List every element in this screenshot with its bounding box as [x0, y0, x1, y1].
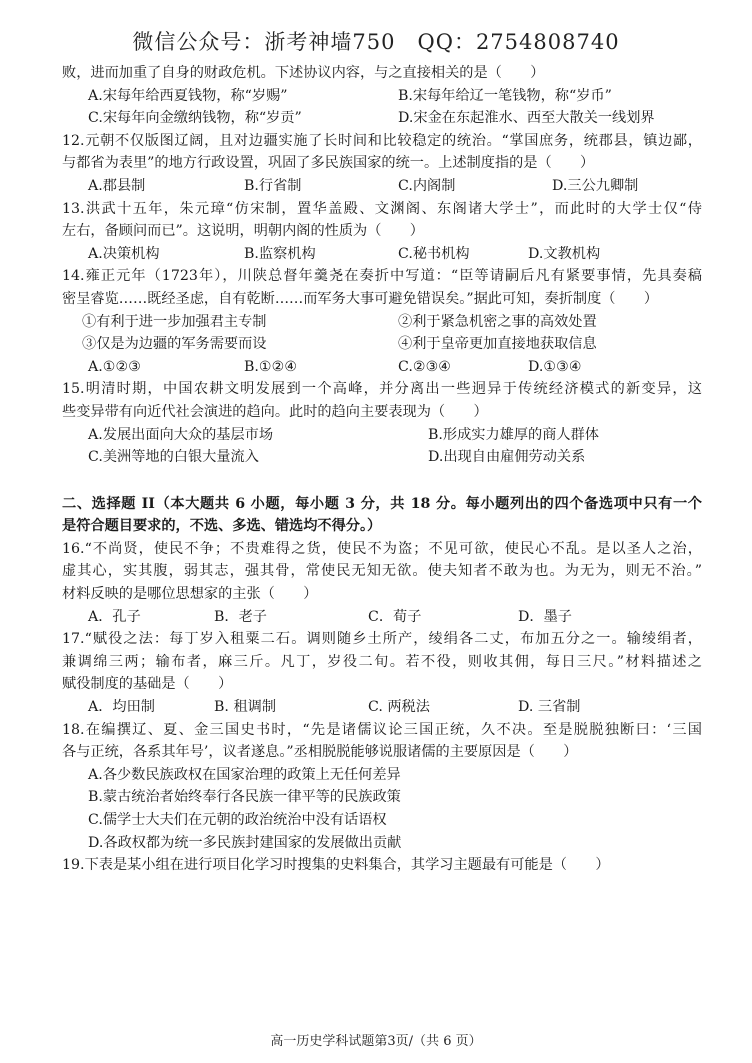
q11-option-a: A.宋每年给西夏钱物，称“岁赐”: [88, 87, 288, 104]
q17-stem-line2: 兼调绵三两；输布者，麻三斤。凡丁，岁役二旬。若不役，则收其佣，每日三尺。”材料描述之: [62, 653, 702, 670]
q17-option-a: A．均田制: [88, 699, 155, 716]
q17-option-b: B. 租调制: [214, 699, 277, 716]
q14-item-3: ③仅是为边疆的军务需要而设: [82, 336, 267, 353]
q13-stem-line2: 左右，备顾问而已”。这说明，明朝内阁的性质为（ ）: [62, 223, 424, 240]
q16-stem-line3: 材料反映的是哪位思想家的主张（ ）: [62, 586, 318, 603]
q15-options-row2: [62, 446, 702, 469]
q16-stem-line1: 16.“不尚贤，使民不争；不贵难得之货，使民不为盗；不见可欲，使民心不乱。是以圣人之治，: [62, 540, 702, 557]
q14-options: [62, 356, 702, 379]
q18-stem-line2: 各与正统，各系其年号’，议者遂息。”丞相脱脱能够说服诸儒的主要原因是（ ）: [62, 744, 578, 761]
header-wechat: 微信公众号：浙考神墙750: [132, 30, 396, 54]
q14-items-row1: [62, 311, 702, 334]
q14-option-c: C.②③④: [398, 358, 452, 375]
q13-stem-line1: 13.洪武十五年，朱元璋“仿宋制，置华盖殿、文渊阁、东阁诸大学士”，而此时的大学士仅“侍: [62, 200, 702, 217]
q16-option-d: D．墨子: [518, 608, 572, 625]
q14-stem-line2: 密呈睿览……既经圣虑，自有乾断……而军务大事可避免错误矣。”据此可知，奏折制度（ ）: [62, 290, 659, 307]
q13-option-c: C.秘书机构: [398, 245, 470, 262]
q12-option-c: C.内阁制: [398, 177, 456, 194]
q13-option-b: B.监察机构: [244, 245, 316, 262]
q14-item-2: ②利于紧急机密之事的高效处置: [398, 313, 597, 330]
q12-option-b: B.行省制: [244, 177, 302, 194]
q14-item-1: ①有利于进一步加强君主专制: [82, 313, 267, 330]
q16-options: [62, 606, 702, 629]
q11-options-row2: [62, 107, 702, 130]
q11-stem: 败，进而加重了自身的财政危机。下述协议内容，与之直接相关的是（ ）: [62, 65, 545, 81]
q12-option-a: A.郡县制: [88, 177, 146, 194]
q12-options: [62, 175, 702, 198]
q16-option-b: B．老子: [214, 608, 267, 625]
q17-stem-line3: 赋役制度的基础是（ ）: [62, 676, 233, 693]
q15-option-d: D.出现自由雇佣劳动关系: [428, 449, 586, 466]
q11-option-b: B.宋每年给辽一笔钱物，称“岁币”: [398, 87, 612, 104]
q15-option-b: B.形成实力雄厚的商人群体: [428, 426, 599, 443]
q14-item-4: ④利于皇帝更加直接地获取信息: [398, 336, 597, 353]
q15-option-c: C.美洲等地的白银大量流入: [88, 449, 259, 466]
q11-option-d: D.宋金在东起淮水、西至大散关一线划界: [398, 110, 655, 127]
q13-option-d: D.文教机构: [528, 245, 601, 262]
q16-stem-line2: 虚其心，实其腹，弱其志，强其骨，常使民无知无欲。使夫知者不敢为也。为无为，则无不治。”: [62, 563, 702, 580]
header-qq: QQ：2754808740: [417, 30, 620, 54]
q18-option-b: B.蒙古统治者始终奉行各民族一律平等的民族政策: [88, 789, 401, 806]
q13-option-a: A.决策机构: [88, 245, 160, 262]
q16-option-a: A．孔子: [88, 608, 141, 625]
q18-option-a: A.各少数民族政权在国家治理的政策上无任何差异: [88, 766, 401, 783]
q19-stem: 19.下表是某小组在进行项目化学习时搜集的史料集合，其学习主题最有可能是（ ）: [62, 857, 610, 874]
q17-options: [62, 696, 702, 719]
q13-options: [62, 243, 702, 266]
q18-option-c: C.儒学士大夫们在元朝的政治统治中没有话语权: [88, 812, 387, 828]
section2-heading-line2: 是符合题目要求的，不选、多选、错选均不得分。）: [62, 518, 382, 535]
page-footer: 高一历史学科试题第3页/（共 6 页）: [270, 1034, 482, 1049]
q12-option-d: D.三公九卿制: [552, 177, 639, 194]
q11-options-row1: [62, 85, 702, 108]
q12-stem-line2: 与都省为表里”的地方行政设置，巩固了多民族国家的统一。上述制度指的是（ ）: [62, 155, 595, 172]
exam-content: [62, 62, 702, 877]
q16-option-c: C．荀子: [368, 608, 422, 625]
q14-items-row2: [62, 333, 702, 356]
q15-stem-line2: 些变异带有向近代社会演进的趋向。此时的趋向主要表现为（ ）: [62, 403, 488, 420]
q14-option-a: A.①②③: [88, 358, 141, 375]
q14-stem-line1: 14.雍正元年（1723年），川陕总督年羹尧在奏折中写道：“臣等请嗣后凡有紧要事情，先具奏稿: [62, 268, 702, 285]
q17-option-d: D. 三省制: [518, 699, 581, 716]
page-header: [0, 26, 752, 56]
q11-option-c: C.宋每年向金缴纳钱物，称“岁贡”: [88, 110, 302, 127]
q15-stem-line1: 15.明清时期，中国农耕文明发展到一个高峰，并分离出一些迥异于传统经济模式的新变异，这: [62, 381, 702, 398]
q17-option-c: C. 两税法: [368, 699, 430, 716]
q18-option-d: D.各政权都为统一多民族封建国家的发展做出贡献: [88, 834, 402, 851]
q12-stem-line1: 12.元朝不仅版图辽阔，且对边疆实施了长时间和比较稳定的统治。“掌国庶务，统郡县，镇边鄙，: [62, 132, 702, 149]
q14-option-b: B.①②④: [244, 358, 298, 375]
q18-stem-line1: 18.在编撰辽、夏、金三国史书时，“先是诸儒议论三国正统，久不决。至是脱脱独断曰：‘三国: [62, 721, 702, 738]
q15-option-a: A.发展出面向大众的基层市场: [88, 426, 274, 443]
section2-heading-line1: 二、选择题 II（本大题共 6 小题，每小题 3 分，共 18 分。每小题列出的四个备选项中只有一个: [62, 495, 702, 512]
q15-options-row1: [62, 424, 702, 447]
q14-option-d: D.①③④: [528, 358, 582, 375]
q17-stem-line1: 17.“赋役之法：每丁岁入租粟二石。调则随乡土所产，绫绢各二丈，布加五分之一。输绫绢者，: [62, 631, 702, 648]
